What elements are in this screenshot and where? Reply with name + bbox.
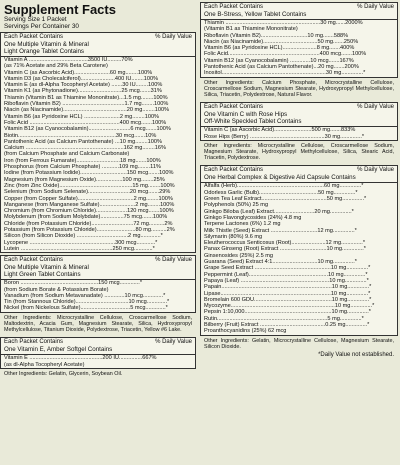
nutrient-row: Vitamin C (as Ascorbic Acid)........................500 mg.......833% xyxy=(204,127,356,134)
panel-header-right: % Daily Value xyxy=(155,34,192,40)
nutrient-row: Polyphenols (50%) 25 mg xyxy=(204,202,269,209)
nutrient-row: Folic Acid...........................................................400 mcg.......100% xyxy=(204,51,367,58)
nutrient-row: Peppermint (Leaf)...................................................10 mg..............* xyxy=(204,271,368,278)
other-ingredients: Other Ingredients: Microcrystalline Cellulose, Croscarmellose Sodium, Magnesium Stearate, Hydroxypropyl Methylcellulose, Silica, Stearic Acid, Triacetin, Polydextrose. xyxy=(204,142,394,162)
right-column xyxy=(200,0,398,359)
nutrient-row: Potassium (from Potassium Chloride).........................80 mg..........2% xyxy=(4,227,175,234)
panel-subtitle-line2: Light Orange Tablet Contains xyxy=(4,48,85,55)
nutrient-row: Lipase.......................................................................10 mg..............* xyxy=(204,290,371,297)
nutrient-row: Terpene Lactones (6%) 1.2 mg xyxy=(204,221,281,228)
other-ingredients: Other Ingredients: Gelatin, Glycerin, Soybean Oil. xyxy=(4,370,123,377)
nutrient-row: Biotin...............................................................30 mcg.......10% xyxy=(4,132,157,139)
panel-subtitle-line2: Light Green Tablet Contains xyxy=(4,271,81,279)
nutrient-row: Calcium ...............................................................162 mg........16% xyxy=(4,145,166,152)
nutrient-row: Thiamin .............................................................30 mg......2000% xyxy=(204,20,363,26)
nutrient-row: (from Sodium Borate & Potassium Borate) xyxy=(4,286,109,293)
other-ingredients: Other Ingredients: Microcrystalline Cellulose, Croscarmellose Sodium, Maltodextrin, Acacia Gum, Magnesium Stearate, Silica, Hydroxypropyl Methylcellulose, Titanium Dioxide, Polydextrose, Triacetin, Yellow #6 Lake. xyxy=(4,314,192,334)
nutrient-row: Bilberry (Fruit) Extract ..........................................0.25 mg..............* xyxy=(204,322,370,329)
nutrient-list xyxy=(1,355,195,368)
nutrient-row: Riboflavin (Vitamin B2)..............................10 mg.......588% xyxy=(204,32,349,39)
panel-header xyxy=(201,166,397,174)
nutrient-row: Riboflavin (Vitamin B2) ........................................1.7 mg........100% xyxy=(4,101,169,108)
nutrient-row: Vitamin B12 (as Cyanocobalamin)...........................6 mcg.......100% xyxy=(4,126,171,133)
panel-subtitle-line1: One Multiple Vitamin & Mineral xyxy=(4,264,89,272)
panel-header xyxy=(1,33,195,41)
nutrient-list xyxy=(201,127,397,140)
panel-subtitle: One B-Stress, Yellow Tablet Contains xyxy=(201,11,397,20)
nutrient-row: Phosphorus (from Calcium Phosphate) ...........109 mg........11% xyxy=(4,164,161,171)
nutrient-row: Panax Ginseng (Root) Extract ..............................10 mg..............* xyxy=(204,246,366,253)
nutrient-row: Magnesium (from Magnesium Oxide).................100 mg........25% xyxy=(4,176,165,183)
nutrient-list xyxy=(201,183,397,334)
nutrient-row: Vitamin K1 (as Phytonadione)............................25 mcg.......31% xyxy=(4,88,162,95)
nutrient-row: Vitamin E (as dl-Alpha Tocopheryl Acetate) .......30 IU........100% xyxy=(4,82,163,89)
nutrient-row: Vitamin A ......................................3500 IU.........70% xyxy=(4,57,133,63)
panel-header xyxy=(201,3,397,11)
multivitamin-orange-panel xyxy=(0,32,196,253)
daily-value-note: *Daily Value not established. xyxy=(318,352,394,359)
panel-header-right: % Daily Value xyxy=(155,257,192,264)
panel-header-left: Each Packet Contains xyxy=(4,34,64,40)
nutrient-row: Pepsin 1:10,000........................................................10 mg..............* xyxy=(204,309,371,316)
other-ingredients: Other Ingredients: Gelatin, Microcrystalline Cellulose, Magnesium Stearate, Silicon Dioxide. xyxy=(204,337,394,350)
nutrient-list xyxy=(1,57,195,252)
nutrient-row: Proanthocyanidins (25%) 62 mcg xyxy=(204,328,287,335)
nutrient-row: Ginkgo Flavonglycosides (24%) 4.8 mg xyxy=(204,214,302,221)
nutrient-row: Iodine (from Potassium Iodide)..............................150 mcg.......100% xyxy=(4,170,174,177)
panel-subtitle xyxy=(1,41,195,57)
nutrient-row: (as dl-Alpha Tocopheryl Acetate) xyxy=(4,361,85,368)
nutrient-row: Eleutherococcus Senticosus (Root)......................12 mg..............* xyxy=(204,240,366,247)
vitamin-e-panel xyxy=(0,337,196,369)
panel-subtitle xyxy=(1,264,195,280)
panel-header-left: Each Packet Contains xyxy=(204,4,264,10)
panel-subtitle-line1: One Vitamin C with Rose Hips xyxy=(204,111,288,119)
panel-header-right: % Daily Value xyxy=(357,104,394,111)
nutrient-row: Grape Seed Extract .................................................10 mg..............* xyxy=(204,265,371,272)
panel-subtitle xyxy=(201,111,397,127)
panel-header-right: % Daily Value xyxy=(357,167,394,174)
other-ingredients: Other Ingredients: Calcium Phosphate, Microcrystalline Cellulose, Croscarmellose Sodium, Magnesium Stearate, Hydroxypropyl Methylcellulose, Silica, Triacetin, Polydextrose, Natural Flavor. xyxy=(204,79,394,99)
nutrient-row: Boron ..................................................150 mcg.............* xyxy=(4,280,143,287)
panel-header xyxy=(1,338,195,346)
panel-header-left: Each Packet Contains xyxy=(204,167,264,174)
nutrient-row: Niacin (as Niacinamide).........................................20 mg........100% xyxy=(4,107,170,114)
nutrient-row: Vitamin B6 (as Pyridoxine HCL)......................8 mg.......400% xyxy=(204,45,355,52)
vitamin-c-panel xyxy=(200,102,398,141)
nutrient-list xyxy=(201,20,397,77)
nutrient-row: Alfalfa (Herb)........................................................60 mg..............* xyxy=(204,183,364,190)
servings-per-container: Servings Per Container 30 xyxy=(4,23,79,30)
nutrient-row: Zinc (from Zinc Oxide)...............................................15 mg........100% xyxy=(4,182,175,189)
serving-size: Serving Size 1 Packet xyxy=(4,16,67,23)
nutrient-row: Milk Thistle (Seed) Extract ..............................12 mg..............* xyxy=(204,227,357,234)
b-stress-panel xyxy=(200,2,398,78)
panel-header-left: Each Packet Contains xyxy=(4,257,64,264)
nutrient-row: Inositol...................................................................30 mg..............* xyxy=(204,70,366,77)
left-column xyxy=(0,0,196,379)
nutrient-row: Papaya (Leaf) .........................................................10 mg..............* xyxy=(204,277,369,284)
nutrient-row: Ginsenosides (25%) 2.5 mg xyxy=(204,252,274,259)
nutrient-row: Molybdenum (from Sodium Molybdate)...............75 mcg.......100% xyxy=(4,214,168,221)
panel-subtitle-line1: One Multiple Vitamin & Mineral xyxy=(4,41,89,48)
panel-header-right: % Daily Value xyxy=(155,339,192,346)
nutrient-row: (Vitamin B1 as Thiamine Mononitrate) xyxy=(204,26,298,33)
nutrient-row: Chloride (from Potassium Chloride)...........................72 mg..........2% xyxy=(4,220,173,227)
nutrient-row: Tin (from Stannous Chloride)..................................10 mcg.............* xyxy=(4,299,170,306)
nutrient-row: Mycozyme...................................................................10 mg..............* xyxy=(204,303,375,310)
nutrient-row: Guarana (Seed) Extract 4:1.............................10 mg..............* xyxy=(204,259,357,266)
nutrient-row: Chromium (from Chromium Chloride)....................120 mcg.......100% xyxy=(4,208,174,215)
panel-subtitle-line2: Off-White Speckled Tablet Contains xyxy=(204,118,302,126)
nutrient-row: Lycopene .......................................................300 mcg............* xyxy=(4,239,158,246)
nutrient-row: Thiamin (Vitamin B1 as Thiamine Mononitrate)...1.5 mg........100% xyxy=(4,94,168,101)
panel-subtitle: One Herbal Complex & Digestive Aid Capsule Contains xyxy=(201,174,397,183)
panel-subtitle: One Vitamin E, Amber Softgel Contains xyxy=(1,346,195,355)
herbal-complex-panel xyxy=(200,165,398,335)
nutrient-row: (as 71% Acetate and 29% Beta Carotene) xyxy=(4,63,108,70)
page-title: Supplement Facts xyxy=(4,2,116,17)
nutrient-row: Bromelain 600 GDU..................................................10 mg..............* xyxy=(204,296,372,303)
nutrient-row: Copper (from Copper Sulfate)....................................2 mg........100% xyxy=(4,195,173,202)
nutrient-row: Lutein ...........................................................250 mcg............* xyxy=(4,245,155,252)
nutrient-row: Vitamin B12 (as Cyanocobalamin) .............10 mcg.......167% xyxy=(204,57,354,64)
nutrient-row: Niacin (as Niacinamide)...................................50 mg.......250% xyxy=(204,38,359,45)
panel-header-right: % Daily Value xyxy=(357,4,394,10)
panel-header xyxy=(1,256,195,264)
nutrient-row: Green Tea Leaf Extract..........................................50 mg..............* xyxy=(204,196,367,203)
nutrient-row: Silicon (from Silicon Dioxide) .................................2 mg.............* xyxy=(4,233,163,240)
panel-header-left: Each Packet Contains xyxy=(204,104,264,111)
nutrient-row: Rutin.......................................................................5 mg..............* xyxy=(204,315,364,322)
nutrient-row: Ginkgo Biloba (Leaf) Extract..........................20 mg..............* xyxy=(204,208,354,215)
nutrient-row: Folic Acid ..........................................................400 mcg.......100% xyxy=(4,119,167,126)
nutrient-row: Iron (from Ferrous Fumarate)............................18 mg.......100% xyxy=(4,157,161,164)
nutrient-row: Manganese (from Manganese Sulfate).......................2 mg........100% xyxy=(4,201,175,208)
panel-header-left: Each Packet Contains xyxy=(4,339,64,346)
nutrient-list xyxy=(1,280,195,311)
nutrient-row: Pantothenic Acid (as Calcium Pantothenate)...20 mg.......200% xyxy=(204,64,359,71)
multivitamin-green-panel xyxy=(0,255,196,312)
nutrient-row: (from Calcium Phosphate and Calcium Carbonate) xyxy=(4,151,130,158)
nutrient-row: Vitamin D3 (as Cholecalciferol)......................400 IU........100% xyxy=(4,75,159,82)
nutrient-row: Vitamin E ...............................................200 IU...............667% xyxy=(4,355,157,362)
nutrient-row: Selenium (from Sodium Selenate)...........................20 mcg.......29% xyxy=(4,189,171,196)
nutrient-row: Rose Hips (Berry) ................................................30 mg..............* xyxy=(204,133,365,140)
panel-header xyxy=(201,103,397,111)
nutrient-row: Vitamin C (as Ascorbic Acid).......................60 mg........100% xyxy=(4,69,153,76)
nutrient-row: Silymarin (80%) 9.6 mg xyxy=(204,233,263,240)
nutrient-row: Pantothenic Acid (as Calcium Pantothenate) ...10 mg........100% xyxy=(4,138,162,145)
nutrient-row: Papain.......................................................................10 mg..............* xyxy=(204,284,372,291)
nutrient-row: Vanadium (from Sodium Metavanadate) .............10 mcg.............* xyxy=(4,292,166,299)
nutrient-row: Nickel (from Nickelous Sulfate)................................5 mcg.............* xyxy=(4,305,168,312)
nutrient-row: Odorless Garlic (Bulb)......................................50 mg..............* xyxy=(204,189,358,196)
nutrient-row: Vitamin B6 (as Pyridoxine HCL) .......................2 mg........100% xyxy=(4,113,160,120)
